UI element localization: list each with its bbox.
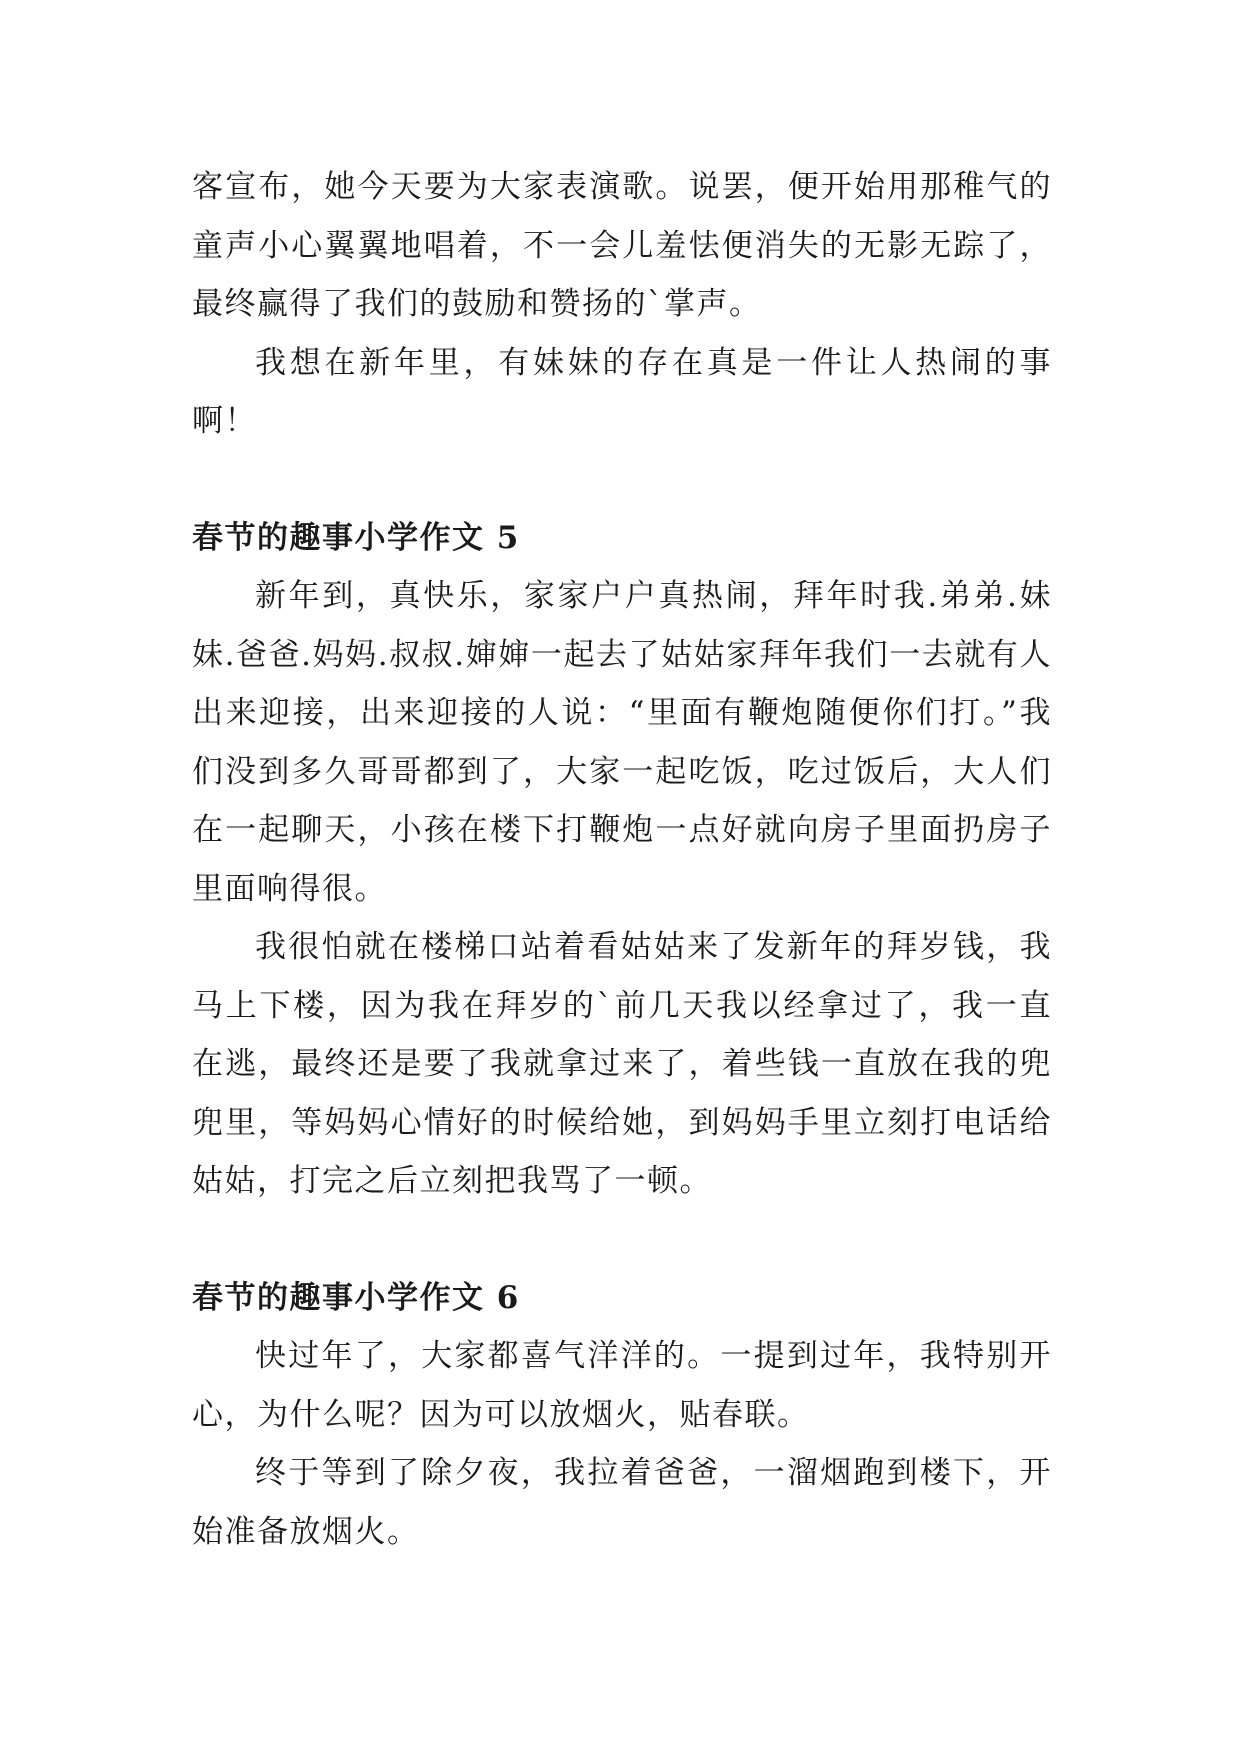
document-body	[192, 158, 1052, 1561]
section-heading: 春节的趣事小学作文 5	[192, 519, 520, 556]
paragraph: 新年到，真快乐，家家户户真热闹，拜年时我.弟弟.妹妹.爸爸.妈妈.叔叔.婶婶一起去了姑姑家拜年我们一去就有人出来迎接，出来迎接的人说：“里面有鞭炮随便你们打。”我们没到多久哥哥都到了，大家一起吃饭，吃过饭后，大人们在一起聊天，小孩在楼下打鞭炮一点好就向房子里面扔房子里面响得很。	[192, 578, 1052, 907]
section-heading: 春节的趣事小学作文 6	[192, 1279, 520, 1316]
paragraph-continuation: 客宣布，她今天要为大家表演歌。说罢，便开始用那稚气的童声小心翼翼地唱着，不一会儿羞怯便消失的无影无踪了，最终赢得了我们的鼓励和赞扬的`掌声。	[192, 169, 1052, 322]
paragraph: 我很怕就在楼梯口站着看姑姑来了发新年的拜岁钱，我马上下楼，因为我在拜岁的`前几天我以经拿过了，我一直在逃，最终还是要了我就拿过来了，着些钱一直放在我的兜兜里，等妈妈心情好的时候给她，到妈妈手里立刻打电话给姑姑，打完之后立刻把我骂了一顿。	[192, 929, 1052, 1199]
paragraph: 快过年了，大家都喜气洋洋的。一提到过年，我特别开心，为什么呢？因为可以放烟火，贴春联。	[192, 1338, 1052, 1433]
paragraph: 终于等到了除夕夜，我拉着爸爸，一溜烟跑到楼下，开始准备放烟火。	[192, 1455, 1052, 1550]
paragraph: 我想在新年里，有妹妹的存在真是一件让人热闹的事啊！	[192, 344, 1052, 439]
